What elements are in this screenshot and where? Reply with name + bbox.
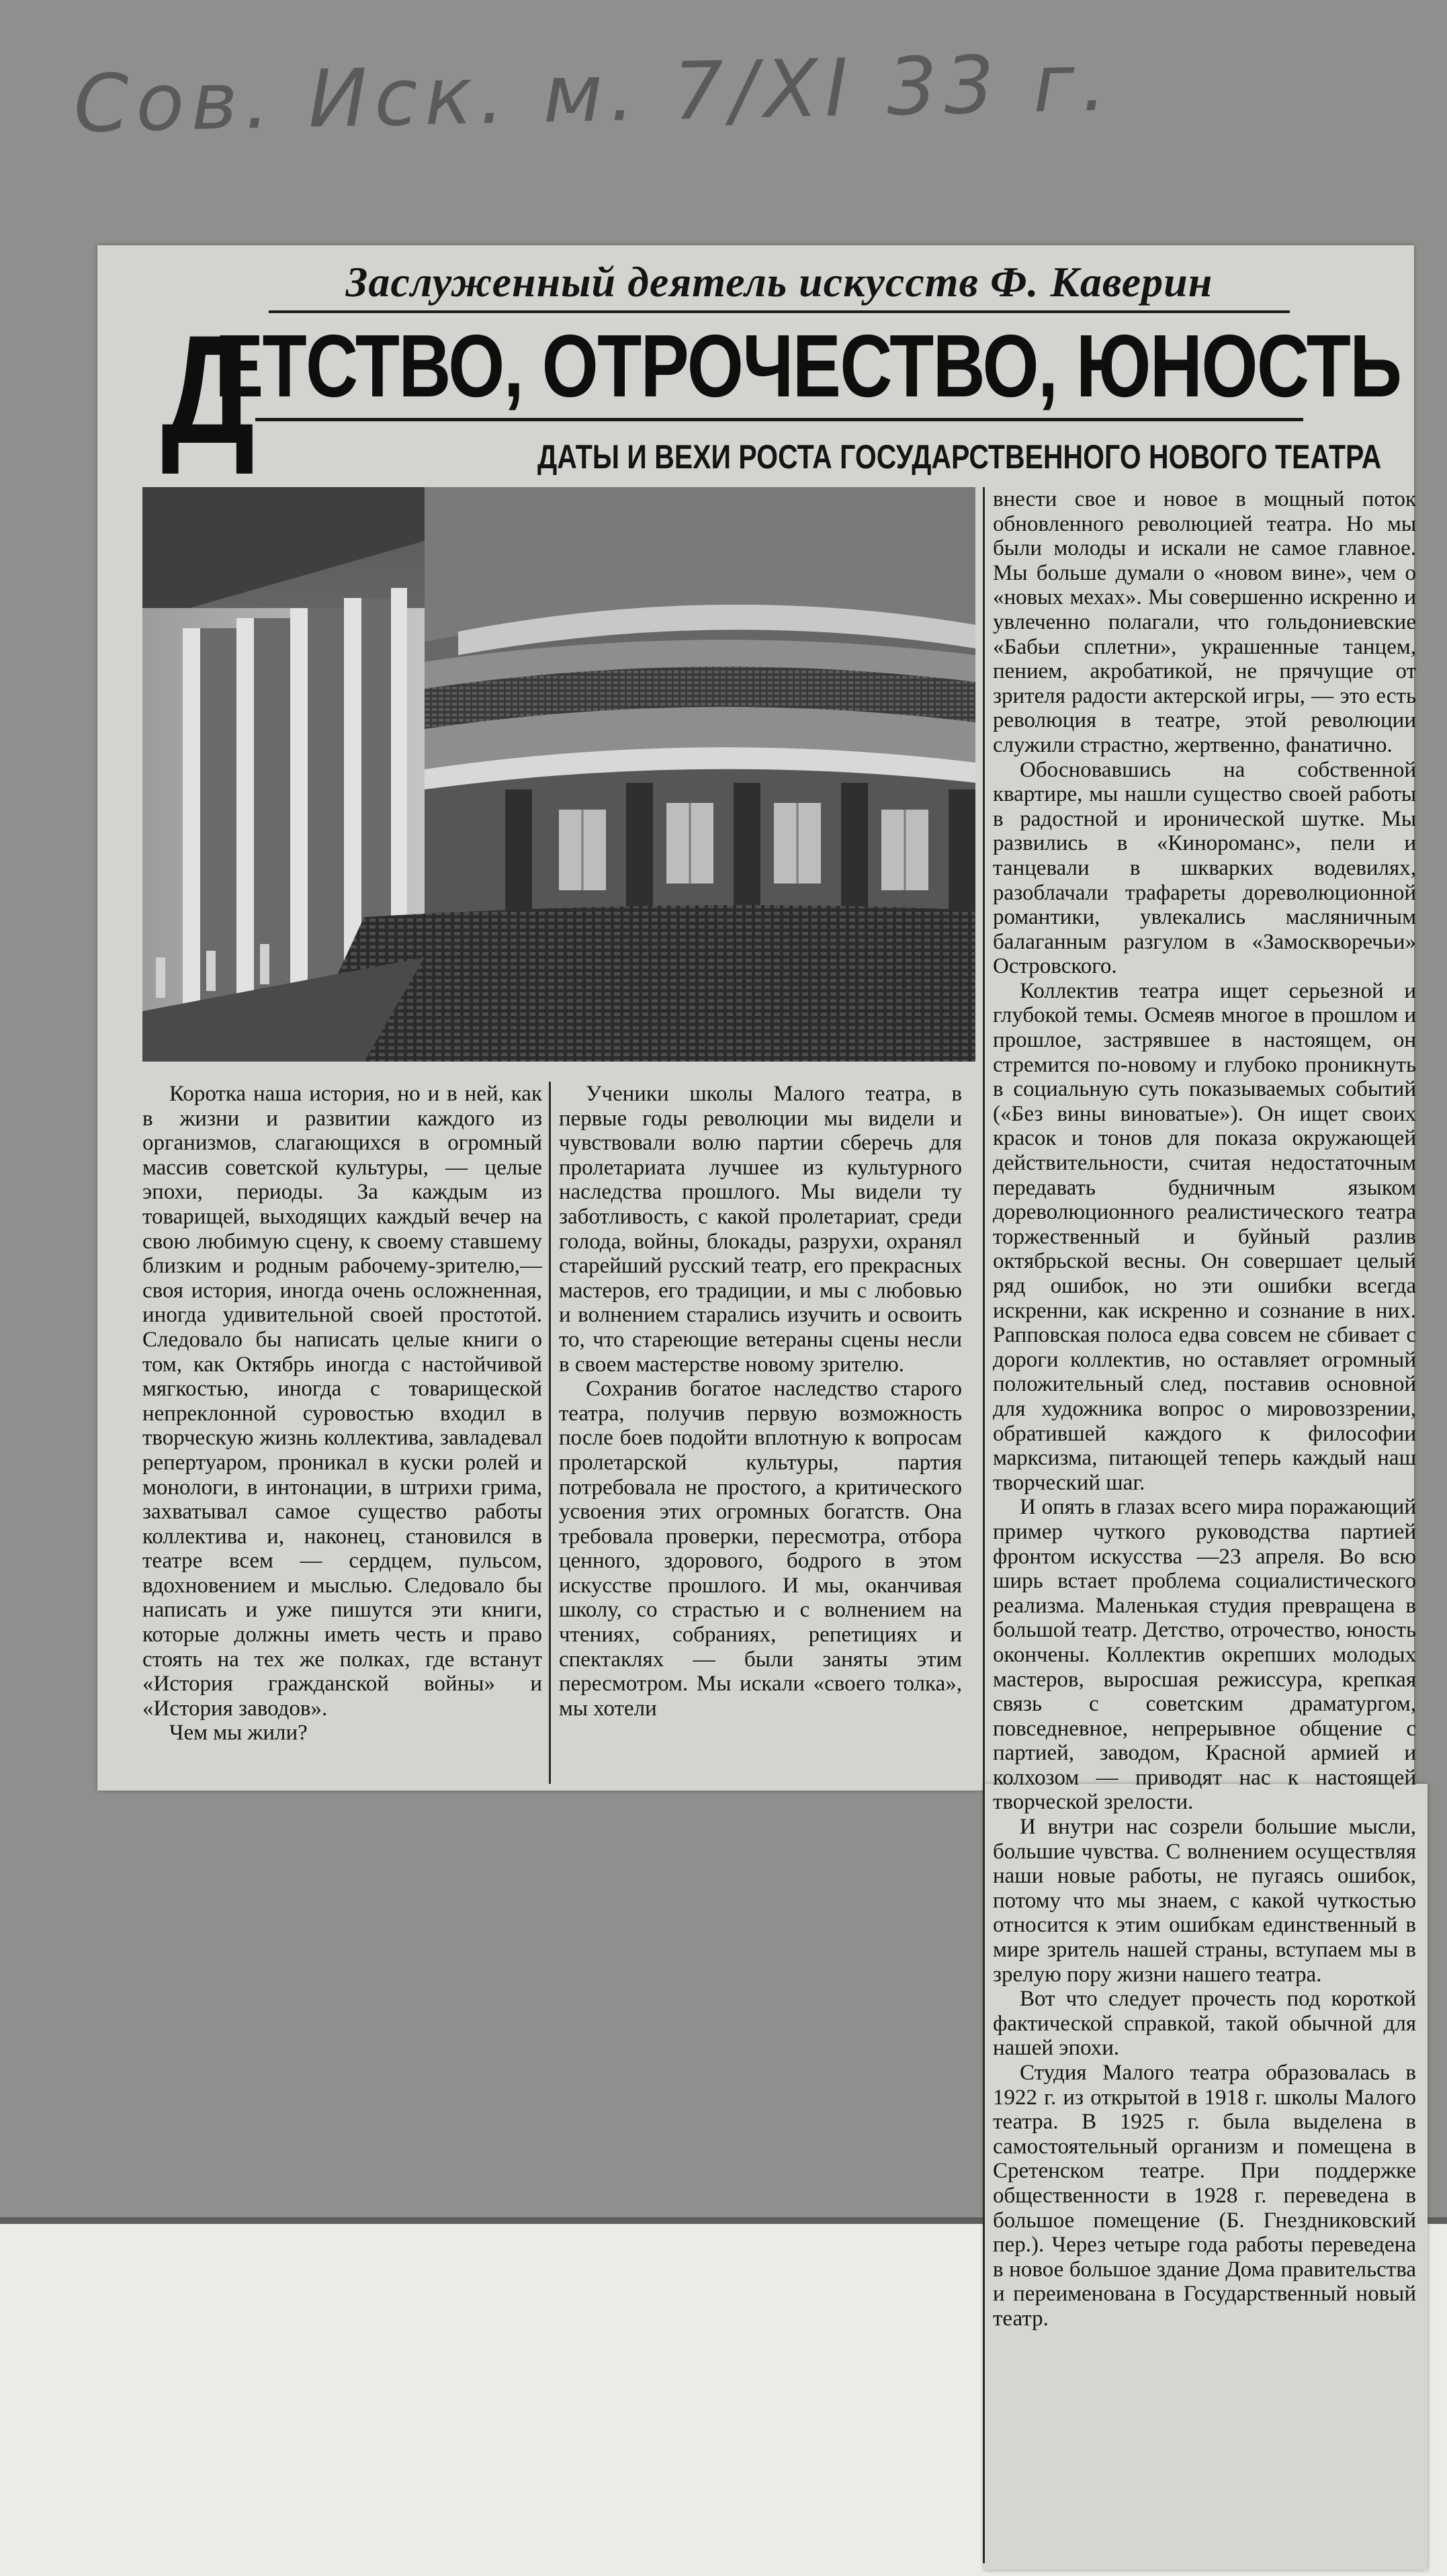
paragraph: Вот что следует прочесть под короткой фактической справкой, такой обычной для нашей эпохи. [993, 1987, 1416, 2061]
paragraph: И внутри нас созрели большие мысли, большие чувства. С волнением осуществляя наши новые работы, не пугаясь ошибок, потому что мы знаем, с какой чуткостью относится к этим ошибкам единственный в мире зритель нашей страны, вступаем мы в зрелую пору жизни нашего театра. [993, 1815, 1416, 1987]
paragraph: Ученики школы Малого театра, в первые годы революции мы видели и чувствовали волю партии сберечь для пролетариата лучшее из культурного наследства прошлого. Мы видели ту заботливость, с какой пролетариат, среди голода, войны, блокады, разрухи, охранял старейший русский театр, его прекрасных мастеров, его традиции, и мы с любовью и волнением старались изучить и освоить то, что стареющие ветераны сцены несли в своем мастерстве новому зрителю. [559, 1082, 962, 1377]
article-title: ЕТСТВО, ОТРОЧЕСТВО, ЮНОСТЬ [215, 316, 1401, 415]
paragraph: Коротка наша история, но и в ней, как в жизни и развитии каждого из организмов, слагающихся в огромный массив советской культуры, — целые эпохи, периоды. За каждым из товарищей, выходящих каждый вечер на свою любимую сцену, к своему ставшему близким и родным рабочему-зрителю,—своя история, иногда очень осложненная, иногда удивительной своей простотой. Следовало бы написать целые книги о том, как Октябрь иногда с настойчивой мягкостью, иногда с товарищеской непреклонной суровостью входил в творческую жизнь коллектива, завладевал репертуаром, проникал в куски ролей и монологи, в интонации, в штрихи грима, захватывал самое существо работы коллектива и, наконец, становился в театре всем — сердцем, пульсом, вдохновением и мыслью. Следовало бы написать и уже пишутся эти книги, которые должны иметь честь и право стоять на тех же полках, где встанут «История гражданской войны» и «История заводов». [142, 1082, 542, 1721]
title-rule [255, 418, 1303, 421]
title-dropcap: Д [161, 303, 255, 476]
paragraph: внести свое и новое в мощный поток обновленного революцией театра. Но мы были молоды и искали не самое главное. Мы больше думали о «новом вине», чем о «новых мехах». Мы совершенно искренно и увлеченно полагали, что гольдониевские «Бабьи сплетни», украшенные танцем, пением, акробатикой, не прячущие от зрителя радости актерской игры, — это есть революция в театре, этой революции служили страстно, жертвенно, фанатично. [993, 487, 1416, 757]
text-column-1 [142, 1082, 542, 1787]
column-divider [983, 487, 985, 2563]
paragraph: Коллектив театра ищет серьезной и глубокой темы. Осмеяв многое в прошлом и прошлое, застрявшее в настоящем, он стремится по-новому и глубоко проникнуть в социальную суть показываемых событий («Без вины виноватые»). Он ищет своих красок и тонов для показа окружающей действительности, считая недостаточным передавать будничным языком дореволюционного реалистического театра торжественный и буйный разлив октябрьской весны. Он совершает целый ряд ошибок, но эти ошибки всегда искренни, как искренно и сознание в них. Рапповская полоса едва совсем не сбивает с дороги коллектив, но оставляет огромный положительный след, поставив основной для художника вопрос о мировоззрении, обратившей каждого к философии марксизма, питающей теперь каждый наш творческий шаг. [993, 978, 1416, 1495]
paragraph: Студия Малого театра образовалась в 1922 г. из открытой в 1918 г. школы Малого театра. В 1925 г. была выделена в самостоятельный организм и помещена в Сретенском театре. При поддержке общественности в 1928 г. переведена в большое помещение (Б. Гнездниковский пер.). Через четыре года работы переведена в новое большое здание Дома правительства и переименована в Государственный новый театр. [993, 2061, 1416, 2331]
article-subtitle: ДАТЫ И ВЕХИ РОСТА ГОСУДАРСТВЕННОГО НОВОГО ТЕАТРА [537, 438, 1382, 476]
theater-photo [142, 487, 975, 1062]
column-divider [549, 1082, 551, 1784]
paragraph: И опять в глазах всего мира поражающий пример чуткого руководства партией фронтом искусства —23 апреля. Во всю ширь встает проблема социалистического реализма. Маленькая студия превращена в большой театр. Детство, отрочество, юность окончены. Коллектив окрепших молодых мастеров, выросшая режиссура, крепкая связь с советским драматургом, повседневное, непрерывное общение с партией, заводом, Красной армией и колхозом — приводят нас к настоящей творческой зрелости. [993, 1495, 1416, 1815]
paragraph: Сохранив богатое наследство старого театра, получив первую возможность после боев подойти вплотную к вопросам пролетарской культуры, партия потребовала не простого, а критического усвоения этих огромных богатств. Она требовала проверки, пересмотра, отбора ценного, здорового, бодрого в этом искусстве прошлого. И мы, оканчивая школу, со страстью и с волнением на чтениях, собраниях, репетициях и спектаклях — были заняты этим пересмотром. Мы искали «своего толка», мы хотели [559, 1377, 962, 1721]
archive-handwritten-note: Сов. Иск. м. 7/XI 33 г. [73, 36, 1114, 151]
text-column-2 [559, 1082, 962, 1787]
article-byline: Заслуженный деятель искусств Ф. Каверин [345, 258, 1213, 306]
text-column-3 [993, 487, 1416, 2567]
paragraph: Чем мы жили? [169, 1721, 308, 1746]
theater-auditorium-photo-icon [142, 487, 975, 1062]
paragraph: Обосновавшись на собственной квартире, мы нашли существо своей работы в радостной и иронической шутке. Мы развились в «Кинороманс», пели и танцевали в шкварких водевилях, разоблачали трафареты дореволюционной романтики, увлекались масляничным балаганным разгулом в «Замоскворечьи» Островского. [993, 757, 1416, 979]
